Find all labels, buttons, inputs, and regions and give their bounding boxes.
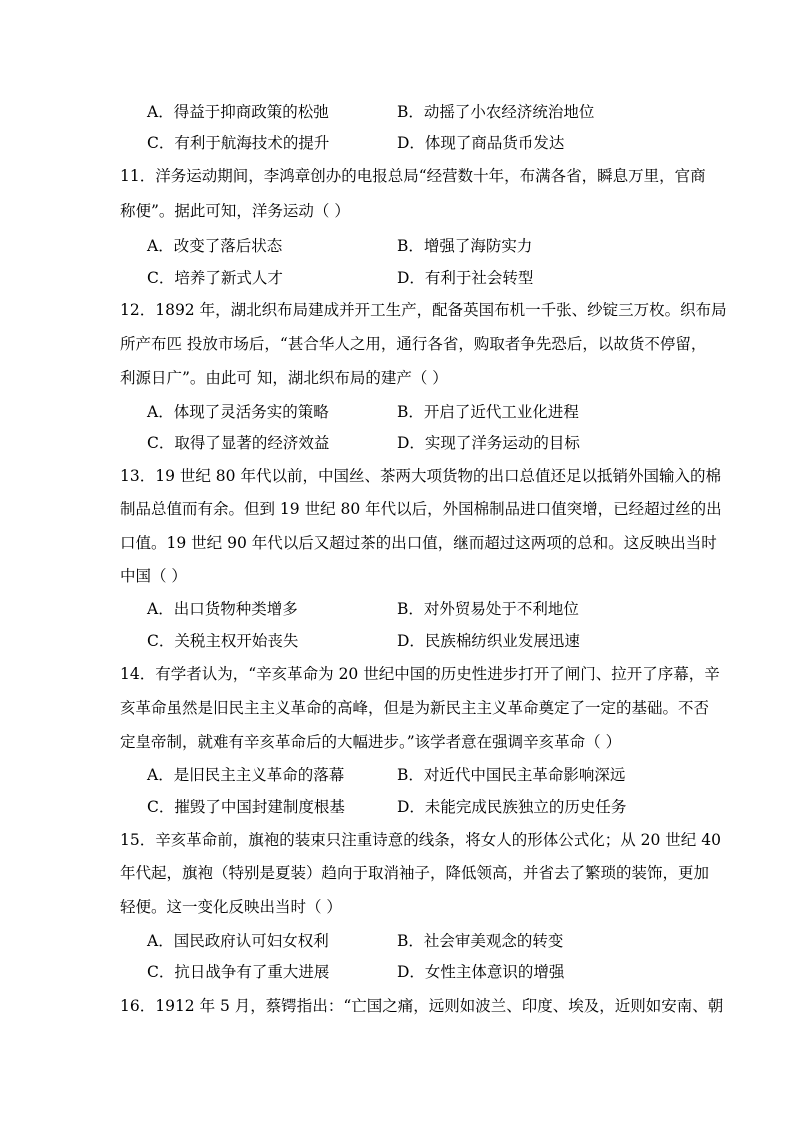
q12-option-c[interactable]: C．取得了显著的经济效益 <box>147 434 330 452</box>
q15-option-a[interactable]: A．国民政府认可妇女权利 <box>147 932 329 950</box>
q14-stem-line-1: 14．有学者认为，“辛亥革命为 20 世纪中国的历史性进步打开了闸门、拉开了序幕，辛 <box>120 665 720 683</box>
q12-option-b[interactable]: B．开启了近代工业化进程 <box>397 403 579 421</box>
q15-options-row-1 <box>147 929 707 953</box>
q10-option-c[interactable]: C．有利于航海技术的提升 <box>147 134 330 152</box>
q14-option-a[interactable]: A．是旧民主主义革命的落幕 <box>147 766 345 784</box>
q11-option-a[interactable]: A．改变了落后状态 <box>147 237 283 255</box>
q11-stem-line-1: 11．洋务运动期间，李鸿章创办的电报总局“经营数十年，布满各省，瞬息万里，官商 <box>120 167 706 185</box>
q13-option-c[interactable]: C．关税主权开始丧失 <box>147 632 299 650</box>
q15-stem-line-1: 15．辛亥革命前，旗袍的装束只注重诗意的线条，将女人的形体公式化；从 20 世纪 40 <box>120 831 721 849</box>
q14-stem-line-3: 定皇帝制，就难有辛亥革命后的大幅进步。”该学者意在强调辛亥革命（ ） <box>120 733 622 751</box>
q13-stem-line-3: 口值。19 世纪 90 年代以后又超过茶的出口值，继而超过这两项的总和。这反映出当时 <box>120 534 717 552</box>
q14-option-c[interactable]: C．摧毁了中国封建制度根基 <box>147 798 345 816</box>
q12-option-a[interactable]: A．体现了灵活务实的策略 <box>147 403 329 421</box>
q10-options-row-1 <box>147 100 707 124</box>
q14-stem-line-2: 亥革命虽然是旧民主主义革命的高峰，但是为新民主主义革命奠定了一定的基础。不否 <box>120 699 710 717</box>
q15-options-row-2 <box>147 960 707 984</box>
q14-option-b[interactable]: B．对近代中国民主革命影响深远 <box>397 766 626 784</box>
q12-stem-line-1: 12．1892 年，湖北织布局建成并开工生产，配备英国布机一千张、纱锭三万枚。织布局 <box>120 301 727 319</box>
q15-stem-line-2: 年代起，旗袍（特别是夏装）趋向于取消袖子，降低领高，并省去了繁琐的装饰，更加 <box>120 864 710 882</box>
q15-option-b[interactable]: B．社会审美观念的转变 <box>397 932 564 950</box>
q14-option-d[interactable]: D．未能完成民族独立的历史任务 <box>397 798 627 816</box>
q15-option-d[interactable]: D．女性主体意识的增强 <box>397 963 565 981</box>
q13-stem-line-4: 中国（ ） <box>120 567 187 585</box>
q13-options-row-1 <box>147 597 707 621</box>
q11-option-c[interactable]: C．培养了新式人才 <box>147 269 283 287</box>
q16-stem-line-1: 16．1912 年 5 月，蔡锷指出：“亡国之痛，远则如波兰、印度、埃及，近则如安南、朝 <box>120 997 724 1015</box>
q12-stem-line-2: 所产布匹 投放市场后，“甚合华人之用，通行各省，购取者争先恐后，以故货不停留， <box>120 335 707 353</box>
q15-option-c[interactable]: C．抗日战争有了重大进展 <box>147 963 330 981</box>
q13-option-b[interactable]: B．对外贸易处于不利地位 <box>397 600 579 618</box>
q10-option-b[interactable]: B．动摇了小农经济统治地位 <box>397 103 595 121</box>
q14-options-row-1 <box>147 763 707 787</box>
q13-stem-line-2: 制品总值而有余。但到 19 世纪 80 年代以后，外国棉制品进口值突增，已经超过丝的出 <box>120 500 722 518</box>
q11-option-b[interactable]: B．增强了海防实力 <box>397 237 533 255</box>
q11-option-d[interactable]: D．有利于社会转型 <box>397 269 534 287</box>
q10-options-row-2 <box>147 131 707 155</box>
q11-stem-line-2: 称便”。据此可知，洋务运动（ ） <box>120 202 350 220</box>
q12-options-row-1 <box>147 400 707 424</box>
q12-option-d[interactable]: D．实现了洋务运动的目标 <box>397 434 580 452</box>
q12-stem-line-3: 利源日广”。由此可 知，湖北织布局的建产（ ） <box>120 369 448 387</box>
q12-options-row-2 <box>147 431 707 455</box>
q11-options-row-1 <box>147 234 707 258</box>
q13-option-d[interactable]: D．民族棉纺织业发展迅速 <box>397 632 580 650</box>
q15-stem-line-3: 轻便。这一变化反映出当时（ ） <box>120 898 342 916</box>
q10-option-d[interactable]: D．体现了商品货币发达 <box>397 134 565 152</box>
q13-options-row-2 <box>147 629 707 653</box>
q10-option-a[interactable]: A．得益于抑商政策的松弛 <box>147 103 329 121</box>
q13-stem-line-1: 13．19 世纪 80 年代以前，中国丝、茶两大项货物的出口总值还足以抵销外国输入的棉 <box>120 467 721 485</box>
q13-option-a[interactable]: A．出口货物种类增多 <box>147 600 298 618</box>
q11-options-row-2 <box>147 266 707 290</box>
q14-options-row-2 <box>147 795 707 819</box>
